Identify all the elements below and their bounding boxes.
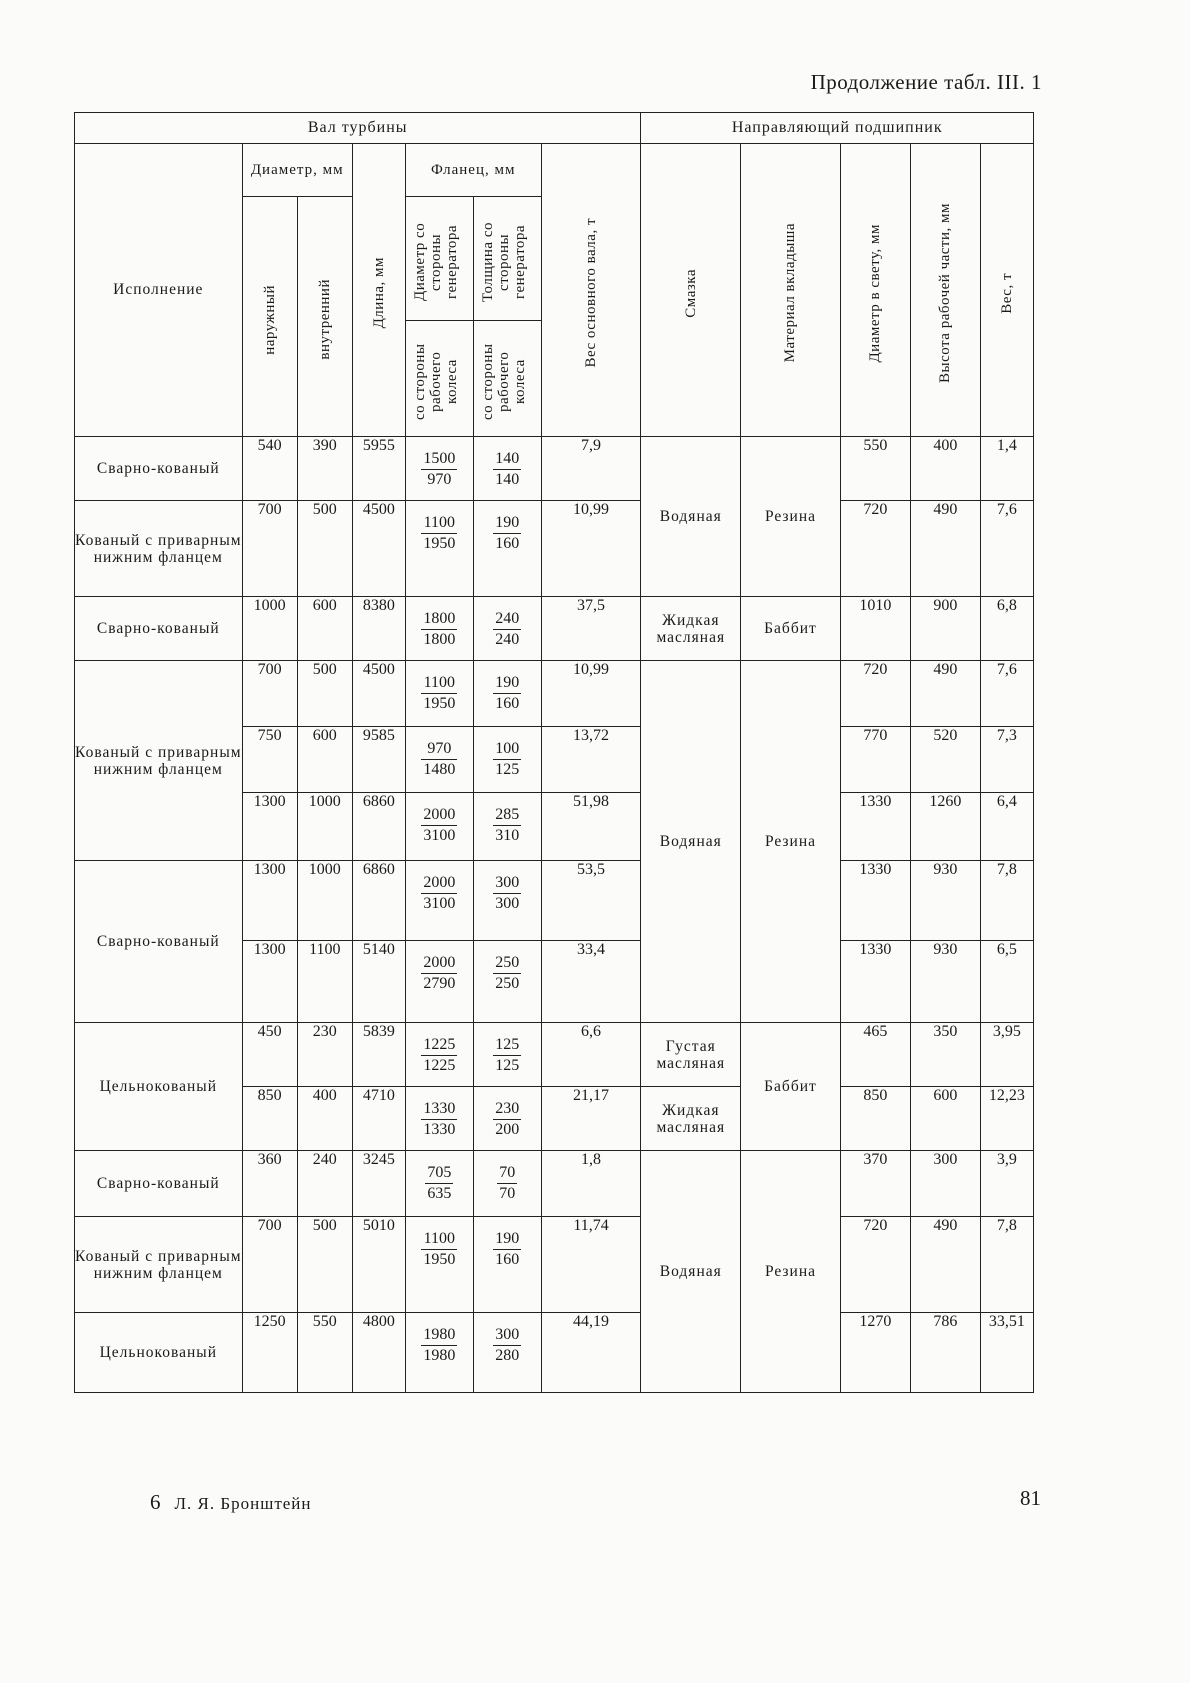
frac-top: 300 (493, 873, 521, 894)
frac-bottom: 1225 (423, 1057, 456, 1074)
cell-length: 6860 (352, 793, 405, 861)
group-header-bearing: Направляющий подшипник (641, 113, 1034, 144)
frac-top: 125 (493, 1035, 521, 1056)
cell-outer: 1000 (242, 597, 297, 661)
cell-flange-thick (473, 1151, 541, 1217)
cell-lubrication: Водяная (641, 437, 741, 597)
cell-flange-thick (473, 437, 541, 501)
cell-bearing-weight: 3,95 (980, 1023, 1033, 1087)
frac-bottom: 125 (495, 761, 520, 778)
cell-shaft-weight: 37,5 (541, 597, 641, 661)
cell-lubrication: Жидкая масляная (641, 1087, 741, 1151)
frac-top: 300 (493, 1325, 521, 1346)
cell-bore: 370 (840, 1151, 910, 1217)
cell-liner: Баббит (741, 1023, 841, 1151)
frac-top: 1980 (421, 1325, 457, 1346)
frac-top: 70 (497, 1163, 517, 1184)
cell-inner: 1000 (297, 861, 352, 941)
frac-bottom: 1480 (423, 761, 456, 778)
group-header-shaft: Вал турбины (75, 113, 641, 144)
cell-length: 6860 (352, 861, 405, 941)
cell-liner: Резина (741, 437, 841, 597)
cell-flange-diam (405, 661, 473, 727)
cell-work-height: 400 (910, 437, 980, 501)
frac-top: 240 (493, 609, 521, 630)
col-flange-thick (473, 197, 541, 321)
frac-bottom: 310 (495, 827, 520, 844)
table-row (75, 437, 1034, 501)
col-length (352, 144, 405, 437)
frac-bottom: 3100 (423, 827, 456, 844)
col-bore-label: Диаметр в свету, мм (867, 223, 884, 363)
cell-outer: 1300 (242, 941, 297, 1023)
frac-top: 250 (493, 953, 521, 974)
table-row (75, 861, 1034, 941)
cell-length: 4500 (352, 501, 405, 597)
frac-top: 1225 (421, 1035, 457, 1056)
col-flange-diam-sub-label: со стороны рабочего колеса (412, 343, 461, 420)
frac-bottom: 160 (495, 535, 520, 552)
cell-work-height: 490 (910, 661, 980, 727)
frac-top: 190 (493, 1229, 521, 1250)
cell-bore: 850 (840, 1087, 910, 1151)
table-row (75, 1151, 1034, 1217)
cell-work-height: 600 (910, 1087, 980, 1151)
cell-bore: 770 (840, 727, 910, 793)
cell-inner: 550 (297, 1313, 352, 1393)
col-length-label: Длина, мм (370, 257, 387, 329)
footer-signature (150, 1490, 312, 1515)
cell-liner: Резина (741, 661, 841, 1023)
cell-liner: Баббит (741, 597, 841, 661)
cell-lubrication: Густая масляная (641, 1023, 741, 1087)
table-row (75, 1217, 1034, 1313)
frac-top: 190 (493, 673, 521, 694)
cell-length: 5140 (352, 941, 405, 1023)
col-design-label: Исполнение (113, 281, 204, 298)
frac-bottom: 280 (495, 1347, 520, 1364)
cell-shaft-weight: 10,99 (541, 661, 641, 727)
col-flange: Фланец, мм (405, 144, 541, 197)
cell-outer: 850 (242, 1087, 297, 1151)
frac-bottom: 2790 (423, 975, 456, 992)
cell-shaft-weight: 44,19 (541, 1313, 641, 1393)
cell-design: Цельнокованый (75, 1313, 243, 1393)
cell-bore: 720 (840, 1217, 910, 1313)
cell-outer: 1300 (242, 793, 297, 861)
cell-length: 8380 (352, 597, 405, 661)
cell-inner: 240 (297, 1151, 352, 1217)
cell-outer: 700 (242, 661, 297, 727)
frac-bottom: 160 (495, 695, 520, 712)
frac-top: 285 (493, 805, 521, 826)
cell-work-height: 930 (910, 861, 980, 941)
cell-bearing-weight: 12,23 (980, 1087, 1033, 1151)
col-flange-thick-sub (473, 321, 541, 437)
frac-bottom: 1950 (423, 535, 456, 552)
cell-flange-diam (405, 1023, 473, 1087)
col-inner-label: внутренний (316, 279, 333, 360)
cell-work-height: 900 (910, 597, 980, 661)
cell-flange-thick (473, 1087, 541, 1151)
cell-flange-thick (473, 1313, 541, 1393)
cell-length: 5839 (352, 1023, 405, 1087)
cell-length: 3245 (352, 1151, 405, 1217)
cell-flange-diam (405, 941, 473, 1023)
cell-design: Сварно-кованый (75, 437, 243, 501)
cell-length: 5010 (352, 1217, 405, 1313)
frac-bottom: 970 (427, 471, 452, 488)
cell-flange-thick (473, 501, 541, 597)
col-liner (741, 144, 841, 437)
cell-work-height: 350 (910, 1023, 980, 1087)
frac-bottom: 1330 (423, 1121, 456, 1138)
cell-flange-thick (473, 727, 541, 793)
page-number: 81 (1020, 1486, 1041, 1510)
col-diameter: Диаметр, мм (242, 144, 352, 197)
frac-bottom: 240 (495, 631, 520, 648)
col-bearing-weight-label: Вес, т (998, 272, 1015, 314)
cell-shaft-weight: 53,5 (541, 861, 641, 941)
cell-shaft-weight: 33,4 (541, 941, 641, 1023)
cell-outer: 700 (242, 1217, 297, 1313)
cell-flange-diam (405, 501, 473, 597)
col-work-height (910, 144, 980, 437)
cell-inner: 1100 (297, 941, 352, 1023)
col-flange-thick-label: Толщина со стороны генератора (480, 221, 529, 302)
cell-flange-thick (473, 941, 541, 1023)
table-row (75, 1313, 1034, 1393)
cell-outer: 360 (242, 1151, 297, 1217)
frac-top: 140 (493, 449, 521, 470)
cell-bearing-weight: 7,3 (980, 727, 1033, 793)
cell-length: 4500 (352, 661, 405, 727)
col-liner-label: Материал вкладыша (782, 223, 799, 363)
cell-outer: 450 (242, 1023, 297, 1087)
author-name: Л. Я. Бронштейн (174, 1494, 312, 1513)
cell-shaft-weight: 1,8 (541, 1151, 641, 1217)
frac-bottom: 70 (499, 1185, 516, 1202)
col-bore (840, 144, 910, 437)
col-lubrication (641, 144, 741, 437)
cell-inner: 500 (297, 1217, 352, 1313)
cell-design: Кованый с приварным нижним фланцем (75, 501, 243, 597)
table-row (75, 1023, 1034, 1087)
cell-bore: 465 (840, 1023, 910, 1087)
cell-lubrication: Жидкая масляная (641, 597, 741, 661)
cell-inner: 390 (297, 437, 352, 501)
cell-lubrication: Водяная (641, 661, 741, 1023)
cell-flange-thick (473, 597, 541, 661)
cell-length: 5955 (352, 437, 405, 501)
frac-bottom: 1980 (423, 1347, 456, 1364)
signature-number: 6 (150, 1490, 161, 1514)
cell-design: Кованый с приварным нижним фланцем (75, 661, 243, 861)
cell-outer: 750 (242, 727, 297, 793)
cell-design: Кованый с приварным нижним фланцем (75, 1217, 243, 1313)
frac-bottom: 200 (495, 1121, 520, 1138)
cell-outer: 700 (242, 501, 297, 597)
frac-top: 190 (493, 513, 521, 534)
cell-liner: Резина (741, 1151, 841, 1393)
cell-bearing-weight: 33,51 (980, 1313, 1033, 1393)
cell-length: 9585 (352, 727, 405, 793)
turbine-shaft-table (74, 112, 1034, 1393)
frac-top: 705 (425, 1163, 453, 1184)
cell-inner: 230 (297, 1023, 352, 1087)
cell-flange-diam (405, 437, 473, 501)
cell-inner: 500 (297, 501, 352, 597)
table-row (75, 501, 1034, 597)
frac-top: 230 (493, 1099, 521, 1120)
cell-design: Цельнокованый (75, 1023, 243, 1151)
col-flange-diam-label: Диаметр со стороны генератора (412, 222, 461, 301)
cell-bearing-weight: 7,8 (980, 861, 1033, 941)
cell-flange-diam (405, 1087, 473, 1151)
cell-design: Сварно-кованый (75, 861, 243, 1023)
cell-bearing-weight: 6,8 (980, 597, 1033, 661)
cell-outer: 1300 (242, 861, 297, 941)
cell-work-height: 786 (910, 1313, 980, 1393)
frac-top: 2000 (421, 805, 457, 826)
cell-work-height: 300 (910, 1151, 980, 1217)
cell-shaft-weight: 7,9 (541, 437, 641, 501)
cell-lubrication: Водяная (641, 1151, 741, 1393)
frac-top: 1330 (421, 1099, 457, 1120)
cell-design: Сварно-кованый (75, 597, 243, 661)
cell-bore: 720 (840, 501, 910, 597)
cell-flange-thick (473, 1023, 541, 1087)
cell-flange-thick (473, 861, 541, 941)
cell-inner: 500 (297, 661, 352, 727)
frac-bottom: 3100 (423, 895, 456, 912)
frac-bottom: 635 (427, 1185, 452, 1202)
cell-flange-diam (405, 727, 473, 793)
cell-work-height: 490 (910, 1217, 980, 1313)
frac-bottom: 1950 (423, 695, 456, 712)
col-lubrication-label: Смазка (682, 268, 699, 318)
frac-top: 970 (421, 739, 457, 760)
cell-flange-diam (405, 1313, 473, 1393)
cell-length: 4800 (352, 1313, 405, 1393)
cell-bearing-weight: 1,4 (980, 437, 1033, 501)
cell-flange-diam (405, 597, 473, 661)
cell-design: Сварно-кованый (75, 1151, 243, 1217)
frac-bottom: 1950 (423, 1251, 456, 1268)
cell-shaft-weight: 6,6 (541, 1023, 641, 1087)
frac-top: 1100 (421, 513, 457, 534)
cell-work-height: 1260 (910, 793, 980, 861)
cell-length: 4710 (352, 1087, 405, 1151)
cell-work-height: 520 (910, 727, 980, 793)
col-shaft-weight (541, 144, 641, 437)
cell-flange-thick (473, 793, 541, 861)
col-flange-thick-sub-label: со стороны рабочего колеса (480, 343, 529, 420)
cell-shaft-weight: 13,72 (541, 727, 641, 793)
table-row (75, 597, 1034, 661)
cell-bearing-weight: 6,4 (980, 793, 1033, 861)
cell-flange-diam (405, 1151, 473, 1217)
frac-bottom: 125 (495, 1057, 520, 1074)
col-outer (242, 197, 297, 437)
frac-top: 100 (493, 739, 521, 760)
frac-bottom: 1800 (423, 631, 456, 648)
cell-inner: 600 (297, 597, 352, 661)
frac-bottom: 250 (495, 975, 520, 992)
cell-bearing-weight: 3,9 (980, 1151, 1033, 1217)
cell-bore: 1330 (840, 861, 910, 941)
col-outer-label: наружный (261, 284, 278, 355)
col-shaft-weight-label: Вес основного вала, т (583, 218, 600, 368)
cell-bore: 720 (840, 661, 910, 727)
cell-outer: 1250 (242, 1313, 297, 1393)
col-bearing-weight (980, 144, 1033, 437)
cell-shaft-weight: 10,99 (541, 501, 641, 597)
cell-bore: 1330 (840, 941, 910, 1023)
frac-bottom: 300 (495, 895, 520, 912)
col-work-height-label: Высота рабочей части, мм (937, 203, 954, 383)
col-design (75, 144, 243, 437)
cell-shaft-weight: 21,17 (541, 1087, 641, 1151)
frac-top: 2000 (421, 953, 457, 974)
table-row (75, 661, 1034, 727)
cell-flange-diam (405, 1217, 473, 1313)
cell-work-height: 490 (910, 501, 980, 597)
cell-bore: 550 (840, 437, 910, 501)
col-flange-diam-sub (405, 321, 473, 437)
frac-top: 2000 (421, 873, 457, 894)
cell-flange-diam (405, 793, 473, 861)
frac-top: 1800 (421, 609, 457, 630)
cell-shaft-weight: 51,98 (541, 793, 641, 861)
col-flange-diam (405, 197, 473, 321)
frac-bottom: 140 (495, 471, 520, 488)
cell-bearing-weight: 7,8 (980, 1217, 1033, 1313)
cell-shaft-weight: 11,74 (541, 1217, 641, 1313)
cell-flange-thick (473, 1217, 541, 1313)
cell-inner: 1000 (297, 793, 352, 861)
cell-bearing-weight: 6,5 (980, 941, 1033, 1023)
cell-bore: 1270 (840, 1313, 910, 1393)
cell-bearing-weight: 7,6 (980, 501, 1033, 597)
cell-bore: 1330 (840, 793, 910, 861)
cell-inner: 600 (297, 727, 352, 793)
frac-top: 1100 (421, 1229, 457, 1250)
cell-bore: 1010 (840, 597, 910, 661)
cell-bearing-weight: 7,6 (980, 661, 1033, 727)
col-inner (297, 197, 352, 437)
cell-flange-diam (405, 861, 473, 941)
frac-bottom: 160 (495, 1251, 520, 1268)
table-caption: Продолжение табл. III. 1 (810, 70, 1042, 94)
cell-inner: 400 (297, 1087, 352, 1151)
cell-flange-thick (473, 661, 541, 727)
cell-work-height: 930 (910, 941, 980, 1023)
frac-top: 1100 (421, 673, 457, 694)
frac-top: 1500 (421, 449, 457, 470)
cell-outer: 540 (242, 437, 297, 501)
